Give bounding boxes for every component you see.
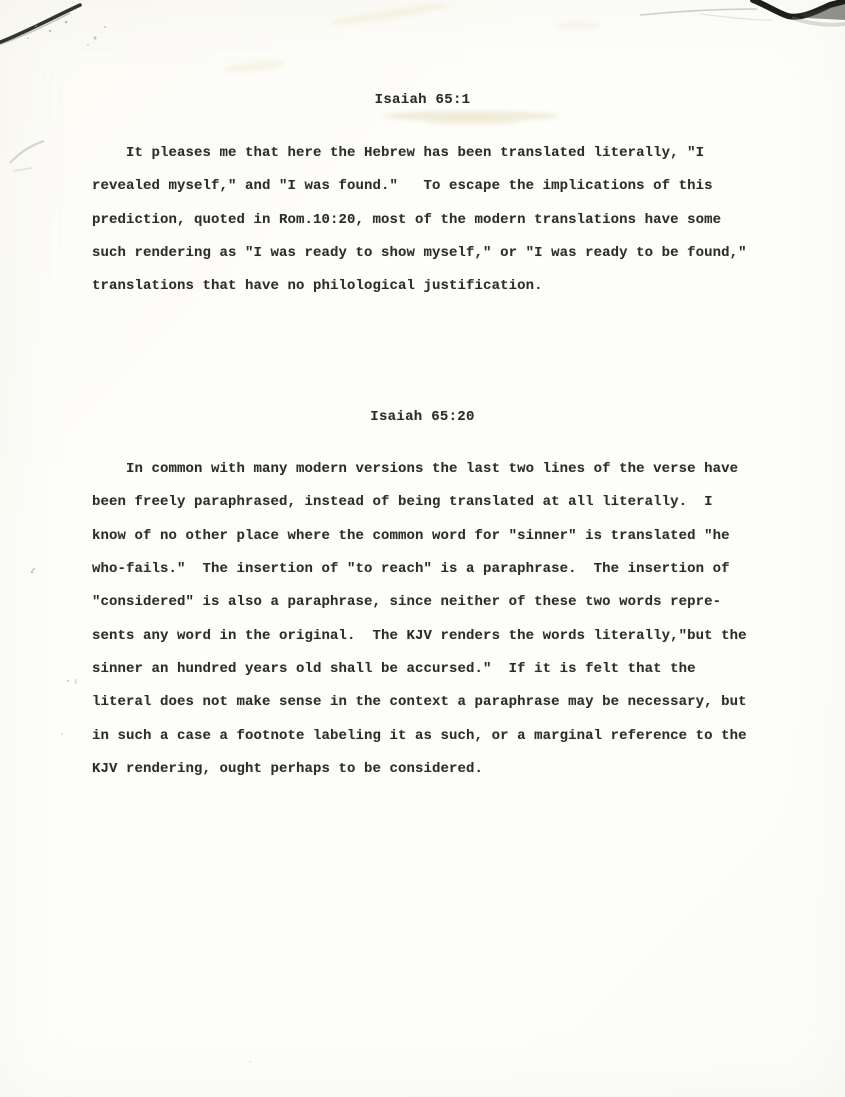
pencil-mark-left-margin	[10, 141, 44, 171]
yellow-smudge-top-center	[330, 1, 450, 28]
text-line: revealed myself," and "I was found." To escape the implications of this	[92, 178, 713, 195]
text-line: in such a case a footnote labeling it as such, or a marginal reference to the	[92, 727, 747, 744]
text-line: sents any word in the original. The KJV renders the words literally,"but the	[92, 627, 747, 644]
yellow-smudge-faint	[425, 118, 520, 125]
text-line: KJV rendering, ought perhaps to be considered.	[92, 761, 484, 778]
text-line: prediction, quoted in Rom.10:20, most of the modern translations have some	[92, 211, 722, 228]
paragraph-isaiah-65-20	[92, 453, 792, 786]
text-line: "considered" is also a paraphrase, since neither of these two words repre-	[92, 594, 722, 611]
paragraph-isaiah-65-1	[92, 137, 792, 304]
section-title-isaiah-65-1: Isaiah 65:1	[374, 92, 471, 108]
text-line: sinner an hundred years old shall be accursed." If it is felt that the	[92, 661, 696, 678]
text-line: In common with many modern versions the last two lines of the verse have	[92, 461, 739, 477]
text-line: who-fails." The insertion of "to reach" is a paraphrase. The insertion of	[92, 561, 730, 578]
speck-mark-mid-left	[31, 568, 35, 573]
text-line: literal does not make sense in the context a paraphrase may be necessary, but	[92, 694, 747, 711]
text-line: It pleases me that here the Hebrew has been translated literally, "I	[92, 145, 705, 161]
text-line: such rendering as "I was ready to show myself," or "I was ready to be found,"	[92, 245, 747, 262]
corner-fold-mark-top-right	[640, 0, 845, 25]
yellow-smudge-upper-right	[555, 22, 600, 29]
text-line: know of no other place where the common word for "sinner" is translated "he	[92, 527, 730, 544]
text-line: been freely paraphrased, instead of being translated at all literally. I	[92, 494, 713, 511]
yellow-smudge-upper-left	[225, 59, 286, 74]
section-title-isaiah-65-20: Isaiah 65:20	[370, 409, 475, 425]
text-line: translations that have no philological justification.	[92, 278, 543, 295]
yellow-smudge-under-title	[383, 111, 558, 121]
corner-fold-mark-top-left	[0, 5, 106, 46]
